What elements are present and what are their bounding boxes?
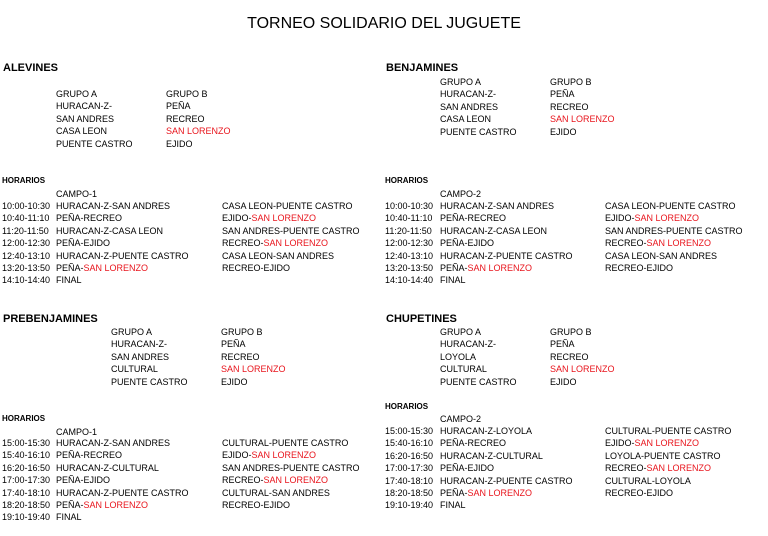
- match-b: SAN ANDRES-PUENTE CASTRO: [222, 225, 360, 236]
- match-time: 12:40-13:10: [2, 250, 51, 261]
- match-time: 19:10-19:40: [2, 512, 51, 523]
- match-a: FINAL: [440, 275, 466, 286]
- horarios-label: HORARIOS: [385, 402, 429, 411]
- match-b: EJIDO-SAN LORENZO: [222, 450, 317, 461]
- highlighted-team: SAN LORENZO: [263, 238, 329, 249]
- group-a-team: HURACAN-Z-: [440, 339, 496, 350]
- highlighted-team: SAN LORENZO: [251, 450, 317, 461]
- group-b-team: RECREO: [221, 351, 260, 362]
- match-b: CULTURAL-PUENTE CASTRO: [605, 426, 732, 436]
- match-b: EJIDO-SAN LORENZO: [605, 213, 700, 224]
- highlighted-team: SAN LORENZO: [221, 364, 286, 375]
- highlighted-team: SAN LORENZO: [550, 364, 615, 375]
- group-b-team: [166, 126, 231, 137]
- highlighted-team: SAN LORENZO: [634, 438, 700, 449]
- group-a-header: GRUPO A: [56, 89, 98, 99]
- highlighted-team: SAN LORENZO: [83, 263, 149, 273]
- match-b: EJIDO-SAN LORENZO: [605, 438, 700, 449]
- match-b: RECREO-SAN LORENZO: [605, 463, 712, 474]
- match-time: 11:20-11:50: [2, 225, 49, 236]
- section-title: BENJAMINES: [386, 62, 459, 74]
- match-a: PEÑA-RECREO: [440, 438, 507, 449]
- group-a-team: HURACAN-Z-: [111, 339, 167, 350]
- match-time: 12:40-13:10: [385, 250, 434, 261]
- group-a-team: SAN ANDRES: [56, 113, 115, 124]
- match-a: PEÑA-SAN LORENZO: [440, 263, 533, 273]
- horarios-label: HORARIOS: [2, 414, 46, 423]
- match-time: 16:20-16:50: [385, 450, 434, 461]
- section-title: PREBENJAMINES: [3, 313, 98, 325]
- match-b: CASA LEON-SAN ANDRES: [222, 250, 335, 261]
- match-time: 10:40-11:10: [385, 213, 433, 224]
- match-b: RECREO-EJIDO: [605, 263, 674, 273]
- highlighted-team: SAN LORENZO: [550, 114, 615, 125]
- highlighted-team: SAN LORENZO: [646, 463, 712, 474]
- match-a: FINAL: [56, 512, 82, 523]
- group-a-team: SAN ANDRES: [111, 351, 170, 362]
- group-a-team: CULTURAL: [440, 364, 487, 375]
- match-a: PEÑA-RECREO: [440, 213, 507, 224]
- match-b: RECREO-EJIDO: [222, 500, 291, 510]
- group-b-team: EJIDO: [550, 376, 577, 387]
- match-time: 12:00-12:30: [385, 238, 434, 249]
- match-b: RECREO-EJIDO: [605, 488, 674, 498]
- match-a: HURACAN-Z-CULTURAL: [56, 462, 159, 473]
- match-time: 15:00-15:30: [385, 426, 434, 436]
- campo-label: CAMPO-1: [56, 189, 98, 199]
- match-b: RECREO-SAN LORENZO: [222, 475, 329, 486]
- campo-label: CAMPO-2: [440, 189, 482, 199]
- group-a-team: CASA LEON: [440, 114, 492, 125]
- match-a: HURACAN-Z-PUENTE CASTRO: [440, 250, 573, 261]
- group-a-team: PUENTE CASTRO: [440, 126, 517, 137]
- highlighted-team: SAN LORENZO: [263, 475, 329, 486]
- match-a: HURACAN-Z-PUENTE CASTRO: [56, 250, 189, 261]
- group-b-team: EJIDO: [166, 138, 193, 149]
- group-b-team: [221, 364, 286, 375]
- match-a: PEÑA-EJIDO: [56, 475, 111, 486]
- highlighted-team: SAN LORENZO: [83, 500, 149, 510]
- group-b-team: RECREO: [550, 351, 589, 362]
- highlighted-team: SAN LORENZO: [166, 126, 231, 137]
- group-a-team: LOYOLA: [440, 351, 477, 362]
- group-b-team: PEÑA: [166, 101, 191, 112]
- match-a: PEÑA-EJIDO: [440, 238, 495, 249]
- match-time: 15:40-16:10: [2, 450, 51, 461]
- group-a-team: PUENTE CASTRO: [440, 376, 517, 387]
- group-b-team: RECREO: [166, 113, 205, 124]
- match-time: 19:10-19:40: [385, 500, 434, 511]
- match-b: CASA LEON-PUENTE CASTRO: [605, 201, 736, 211]
- match-time: 17:40-18:10: [2, 487, 51, 498]
- match-time: 13:20-13:50: [385, 263, 434, 273]
- match-b: LOYOLA-PUENTE CASTRO: [605, 450, 721, 461]
- match-b: RECREO-EJIDO: [222, 263, 291, 273]
- match-b: CASA LEON-PUENTE CASTRO: [222, 201, 353, 211]
- horarios-label: HORARIOS: [385, 176, 429, 185]
- group-b-team: PEÑA: [550, 89, 575, 100]
- match-a: FINAL: [440, 500, 466, 511]
- match-time: 14:10-14:40: [385, 275, 434, 286]
- group-a-team: CASA LEON: [56, 126, 108, 137]
- group-a-header: GRUPO A: [111, 327, 153, 337]
- group-b-header: GRUPO B: [550, 77, 592, 87]
- match-b: CASA LEON-SAN ANDRES: [605, 250, 718, 261]
- group-b-header: GRUPO B: [166, 89, 208, 99]
- highlighted-team: SAN LORENZO: [467, 488, 533, 498]
- campo-label: CAMPO-2: [440, 414, 482, 424]
- group-b-header: GRUPO B: [550, 327, 592, 337]
- highlighted-team: SAN LORENZO: [467, 263, 533, 273]
- match-time: 11:20-11:50: [385, 225, 432, 236]
- match-a: HURACAN-Z-LOYOLA: [440, 426, 533, 436]
- match-time: 17:00-17:30: [2, 475, 51, 486]
- match-time: 17:00-17:30: [385, 463, 434, 474]
- group-b-team: [550, 364, 615, 375]
- match-time: 12:00-12:30: [2, 238, 51, 249]
- group-a-team: PUENTE CASTRO: [111, 376, 188, 387]
- match-a: PEÑA-RECREO: [56, 213, 123, 224]
- match-time: 10:00-10:30: [2, 201, 51, 211]
- match-a: PEÑA-SAN LORENZO: [440, 488, 533, 498]
- section-title: ALEVINES: [3, 62, 59, 74]
- group-b-team: PEÑA: [550, 339, 575, 350]
- highlighted-team: SAN LORENZO: [251, 213, 317, 224]
- match-time: 15:00-15:30: [2, 438, 51, 448]
- match-time: 10:40-11:10: [2, 213, 50, 224]
- section-title: CHUPETINES: [386, 313, 457, 325]
- group-a-team: HURACAN-Z-: [440, 89, 496, 100]
- campo-label: CAMPO-1: [56, 427, 98, 437]
- group-a-team: HURACAN-Z-: [56, 101, 112, 112]
- group-b-team: EJIDO: [550, 126, 577, 137]
- match-a: HURACAN-Z-SAN ANDRES: [440, 201, 555, 211]
- match-b: CULTURAL-LOYOLA: [605, 475, 691, 486]
- match-time: 15:40-16:10: [385, 438, 434, 449]
- group-b-team: [550, 114, 615, 125]
- match-a: HURACAN-Z-CASA LEON: [440, 225, 548, 236]
- match-time: 14:10-14:40: [2, 275, 51, 286]
- match-time: 10:00-10:30: [385, 201, 434, 211]
- match-b: SAN ANDRES-PUENTE CASTRO: [222, 462, 360, 473]
- match-time: 16:20-16:50: [2, 462, 51, 473]
- match-b: CULTURAL-SAN ANDRES: [222, 487, 330, 498]
- match-a: PEÑA-SAN LORENZO: [56, 263, 149, 273]
- match-a: PEÑA-EJIDO: [440, 463, 495, 474]
- group-a-team: PUENTE CASTRO: [56, 138, 133, 149]
- match-b: RECREO-SAN LORENZO: [222, 238, 329, 249]
- match-a: PEÑA-RECREO: [56, 450, 123, 461]
- group-a-team: SAN ANDRES: [440, 101, 499, 112]
- match-a: PEÑA-EJIDO: [56, 238, 111, 249]
- horarios-label: HORARIOS: [2, 176, 46, 185]
- group-b-team: PEÑA: [221, 339, 246, 350]
- match-a: HURACAN-Z-SAN ANDRES: [56, 201, 171, 211]
- group-b-team: RECREO: [550, 101, 589, 112]
- group-b-header: GRUPO B: [221, 327, 263, 337]
- match-a: HURACAN-Z-CASA LEON: [56, 225, 164, 236]
- match-b: EJIDO-SAN LORENZO: [222, 213, 317, 224]
- group-a-header: GRUPO A: [440, 77, 482, 87]
- match-a: PEÑA-SAN LORENZO: [56, 500, 149, 510]
- match-a: HURACAN-Z-SAN ANDRES: [56, 438, 171, 448]
- match-time: 17:40-18:10: [385, 475, 434, 486]
- match-time: 18:20-18:50: [2, 500, 51, 510]
- group-a-header: GRUPO A: [440, 327, 482, 337]
- group-a-team: CULTURAL: [111, 364, 158, 375]
- match-a: HURACAN-Z-PUENTE CASTRO: [440, 475, 573, 486]
- page-title: TORNEO SOLIDARIO DEL JUGUETE: [247, 15, 521, 32]
- match-a: FINAL: [56, 275, 82, 286]
- match-b: RECREO-SAN LORENZO: [605, 238, 712, 249]
- match-time: 13:20-13:50: [2, 263, 51, 273]
- match-a: HURACAN-Z-PUENTE CASTRO: [56, 487, 189, 498]
- match-b: CULTURAL-PUENTE CASTRO: [222, 438, 349, 448]
- group-b-team: EJIDO: [221, 376, 248, 387]
- highlighted-team: SAN LORENZO: [646, 238, 712, 249]
- match-time: 18:20-18:50: [385, 488, 434, 498]
- match-a: HURACAN-Z-CULTURAL: [440, 450, 543, 461]
- highlighted-team: SAN LORENZO: [634, 213, 700, 224]
- match-b: SAN ANDRES-PUENTE CASTRO: [605, 225, 743, 236]
